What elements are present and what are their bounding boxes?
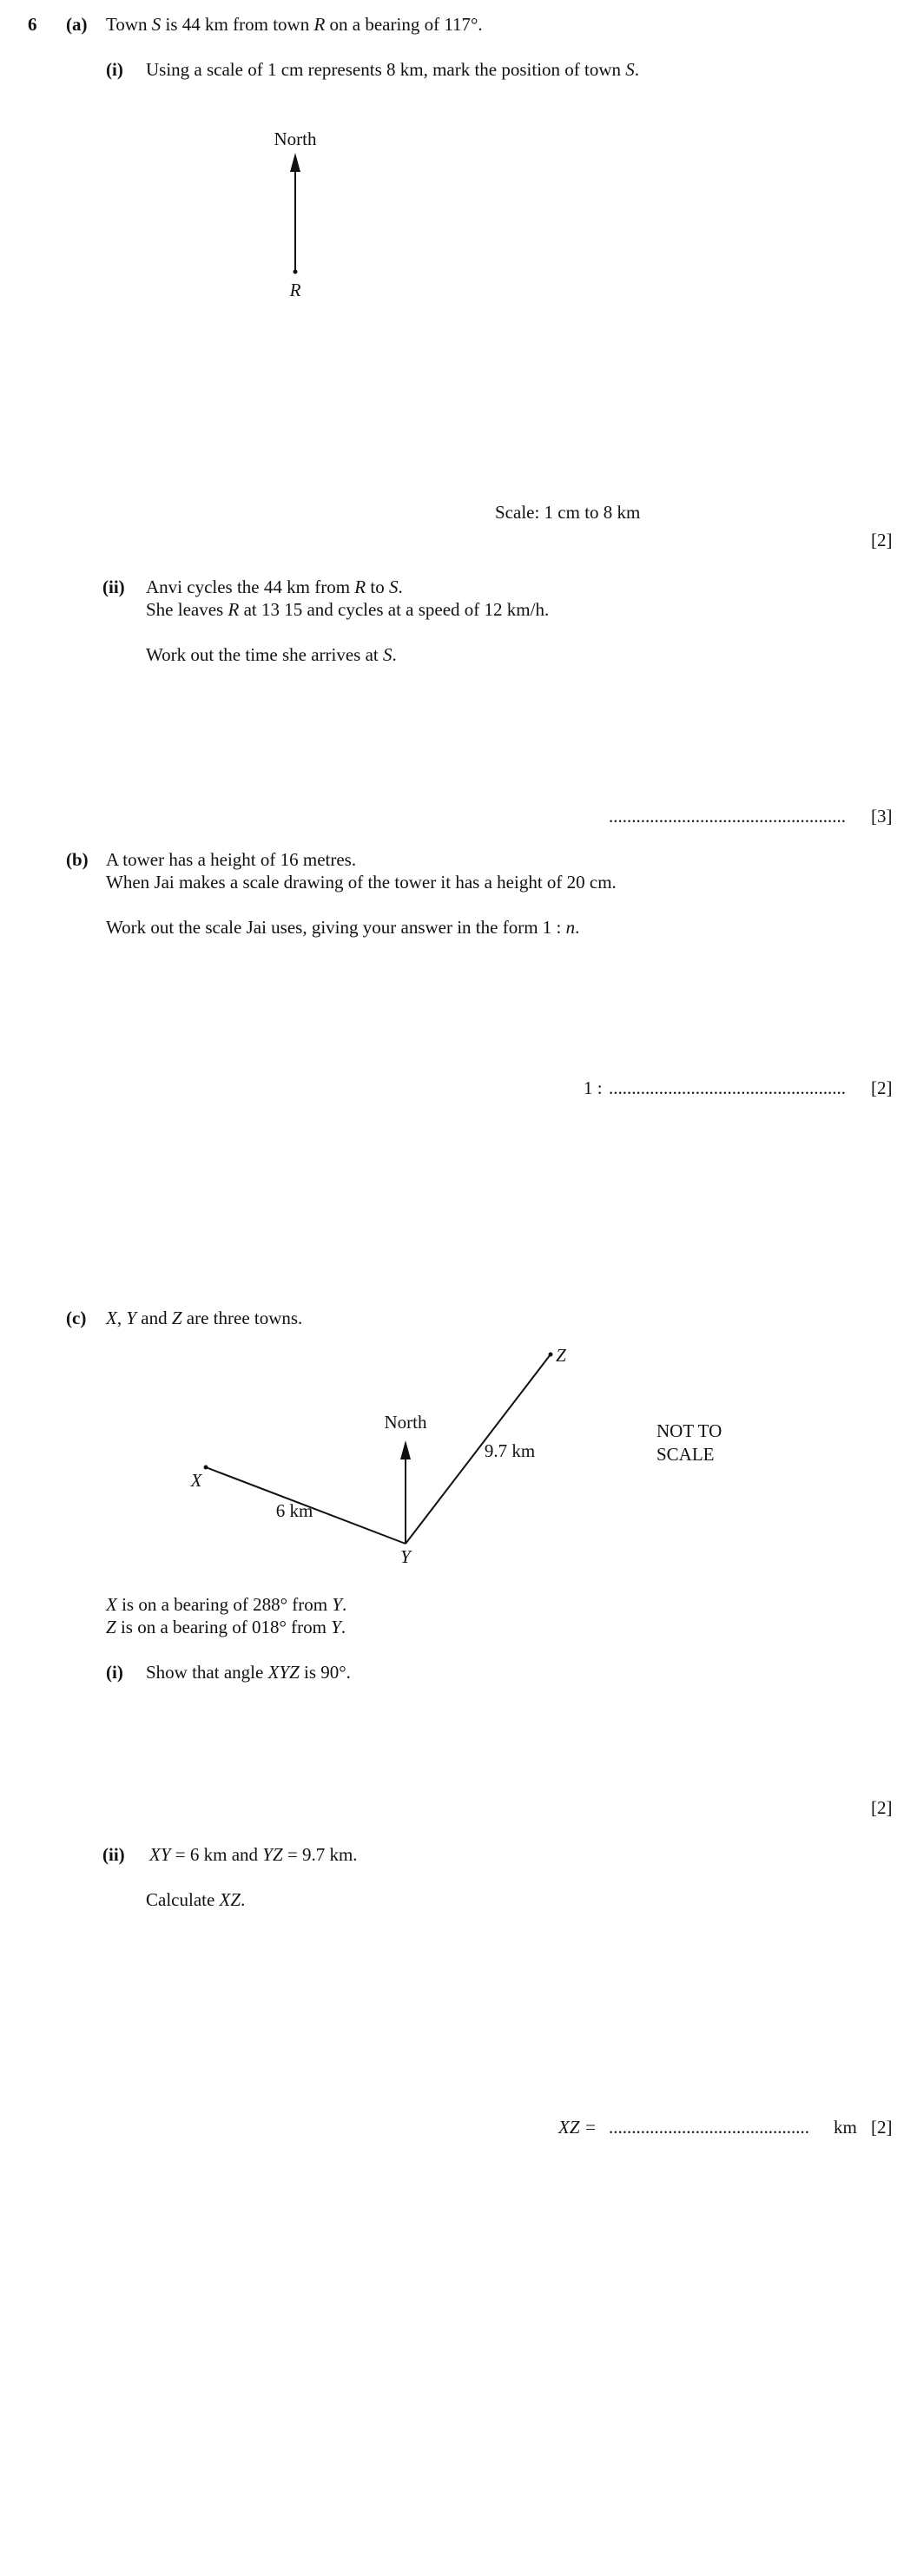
part-c-ii-marks: [2] <box>871 2117 893 2138</box>
question-number: 6 <box>28 14 37 35</box>
part-c-i-marks: [2] <box>871 1797 893 1818</box>
part-b-line3: Work out the scale Jai uses, giving your answer in the form 1 : n. <box>106 917 580 938</box>
part-c-i-text: Show that angle XYZ is 90°. <box>146 1662 351 1683</box>
part-a-ii-line3: Work out the time she arrives at S. <box>146 644 397 665</box>
length-xy-label: 6 km <box>275 1500 313 1521</box>
point-x-label: X <box>190 1470 202 1491</box>
part-b-answer-line[interactable]: .................................................... <box>609 1077 846 1098</box>
point-y-label: Y <box>400 1546 411 1567</box>
part-a-ii-answer-line[interactable]: .................................................... <box>609 806 846 827</box>
north-label-y: North <box>384 1412 427 1433</box>
not-to-scale-line1: NOT TO <box>656 1420 722 1441</box>
part-c-ii-answer-line[interactable]: ............................................ <box>609 2117 809 2138</box>
part-c-ii-answer-unit: km <box>834 2117 857 2138</box>
not-to-scale-line2: SCALE <box>656 1444 715 1465</box>
part-c-i-label: (i) <box>106 1662 123 1683</box>
part-a-i-text: Using a scale of 1 cm represents 8 km, mark the position of town S. <box>146 59 640 80</box>
part-c-stem: X, Y and Z are three towns. <box>106 1308 303 1328</box>
part-a-ii-line1: Anvi cycles the 44 km from R to S. <box>146 576 403 597</box>
part-a-label: (a) <box>66 14 88 35</box>
part-a-i-label: (i) <box>106 59 123 80</box>
part-c-ii-instruction: Calculate XZ. <box>146 1889 246 1910</box>
scale-text: Scale: 1 cm to 8 km <box>495 502 641 523</box>
part-a-ii-line2: She leaves R at 13 15 and cycles at a speed of 12 km/h. <box>146 599 550 620</box>
length-yz-label: 9.7 km <box>484 1440 536 1461</box>
part-a-ii-marks: [3] <box>871 806 893 827</box>
part-c-bearing1: X is on a bearing of 288° from Y. <box>106 1594 347 1615</box>
north-arrowhead-y <box>400 1440 411 1459</box>
part-c-label: (c) <box>66 1308 87 1328</box>
point-z[interactable] <box>549 1353 553 1357</box>
north-label-r: North <box>274 128 317 149</box>
part-b-label: (b) <box>66 849 89 870</box>
point-x[interactable] <box>204 1466 208 1470</box>
part-c-ii-text: XY = 6 km and YZ = 9.7 km. <box>149 1844 358 1865</box>
part-c-bearing2: Z is on a bearing of 018° from Y. <box>106 1617 346 1637</box>
part-c-ii-label: (ii) <box>102 1844 125 1865</box>
part-b-answer-prefix: 1 : <box>584 1077 603 1098</box>
part-b-line1: A tower has a height of 16 metres. <box>106 849 357 870</box>
part-c-ii-answer-prefix: XZ = <box>558 2117 597 2138</box>
point-z-label: Z <box>556 1345 566 1366</box>
part-b-line2: When Jai makes a scale drawing of the tower it has a height of 20 cm. <box>106 872 617 893</box>
point-r-label: R <box>289 280 301 300</box>
part-b-marks: [2] <box>871 1077 893 1098</box>
part-a-ii-label: (ii) <box>102 576 125 597</box>
part-a-i-marks: [2] <box>871 530 893 550</box>
part-a-stem: Town S is 44 km from town R on a bearing of 117°. <box>106 14 483 35</box>
